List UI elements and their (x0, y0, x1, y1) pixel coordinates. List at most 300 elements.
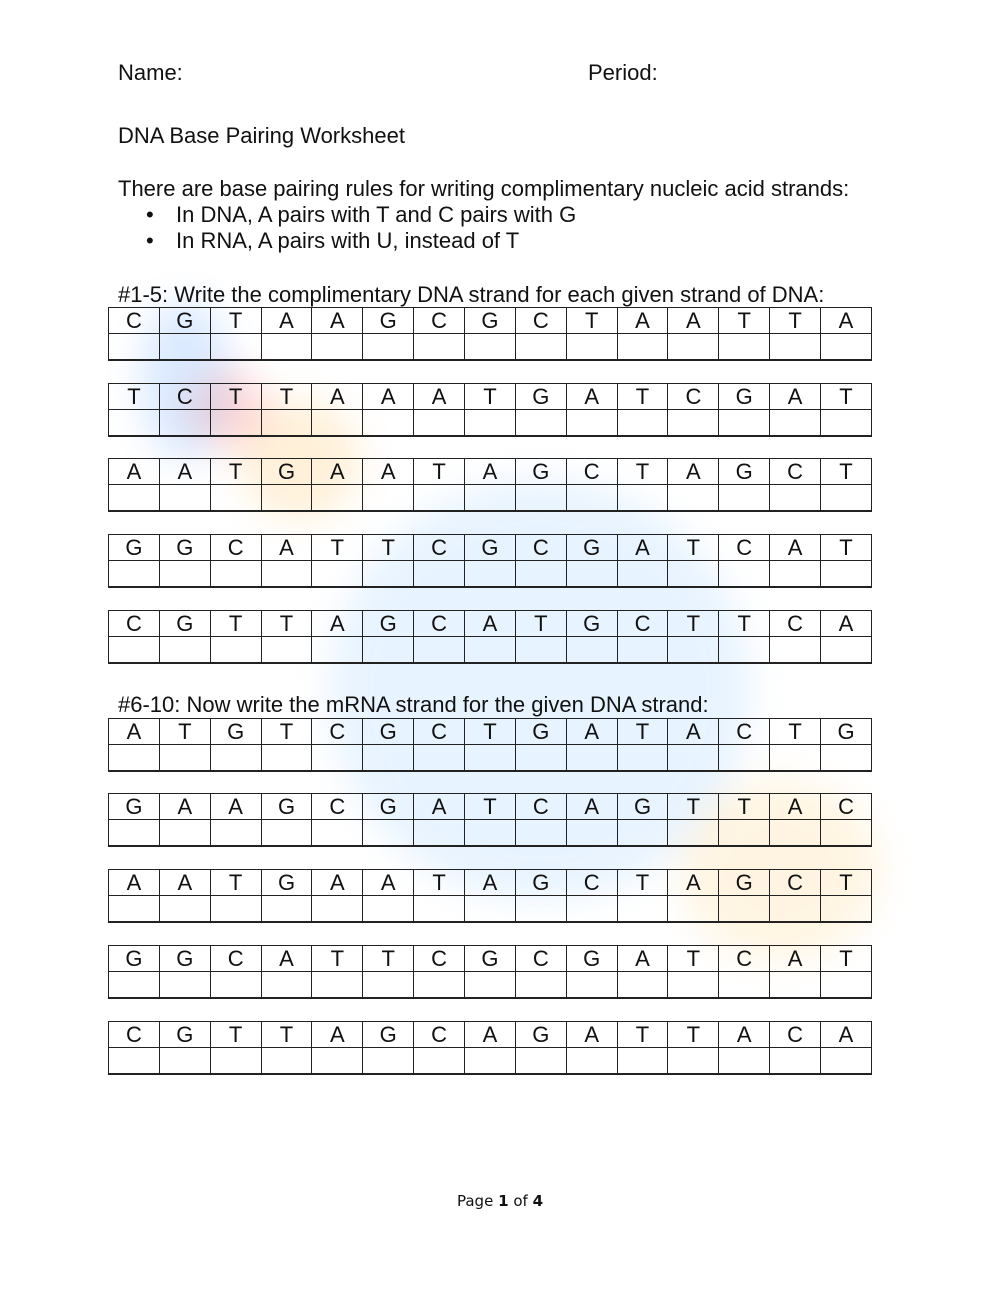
answer-cell[interactable] (821, 820, 872, 847)
answer-cell[interactable] (617, 637, 668, 664)
answer-cell[interactable] (821, 410, 872, 437)
base-cell: A (312, 384, 363, 410)
answer-cell[interactable] (617, 896, 668, 923)
answer-cell[interactable] (668, 485, 719, 512)
answer-cell[interactable] (719, 485, 770, 512)
bullet-icon: • (146, 202, 154, 227)
base-cell: T (210, 611, 261, 637)
base-cell: G (261, 870, 312, 896)
answer-cell[interactable] (210, 637, 261, 664)
base-cell: T (617, 459, 668, 485)
answer-cell[interactable] (515, 972, 566, 999)
base-cell: A (363, 384, 414, 410)
answer-cell[interactable] (465, 820, 516, 847)
answer-cell[interactable] (821, 637, 872, 664)
base-cell: T (261, 384, 312, 410)
answer-cell[interactable] (770, 896, 821, 923)
answer-row (109, 972, 872, 999)
answer-cell[interactable] (210, 334, 261, 361)
base-cell: G (566, 535, 617, 561)
base-cell: T (821, 535, 872, 561)
answer-cell[interactable] (566, 637, 617, 664)
answer-cell[interactable] (719, 637, 770, 664)
base-cell: C (414, 946, 465, 972)
answer-cell[interactable] (770, 334, 821, 361)
answer-row (109, 896, 872, 923)
answer-cell[interactable] (668, 410, 719, 437)
base-cell: G (566, 611, 617, 637)
answer-row (109, 745, 872, 772)
answer-cell[interactable] (261, 896, 312, 923)
answer-cell[interactable] (210, 561, 261, 588)
base-cell: A (668, 459, 719, 485)
answer-cell[interactable] (261, 1048, 312, 1075)
base-cell: C (414, 611, 465, 637)
answer-cell[interactable] (261, 820, 312, 847)
base-cell: A (312, 308, 363, 334)
answer-cell[interactable] (719, 1048, 770, 1075)
answer-cell[interactable] (719, 972, 770, 999)
base-cell: A (566, 1022, 617, 1048)
base-cell: A (109, 719, 160, 745)
answer-cell[interactable] (821, 896, 872, 923)
answer-cell[interactable] (515, 1048, 566, 1075)
answer-cell[interactable] (312, 820, 363, 847)
base-cell: C (210, 535, 261, 561)
base-cell: A (465, 459, 516, 485)
answer-cell[interactable] (159, 637, 210, 664)
answer-cell[interactable] (414, 410, 465, 437)
answer-cell[interactable] (109, 896, 160, 923)
base-cell: T (617, 1022, 668, 1048)
answer-cell[interactable] (312, 972, 363, 999)
base-cell: T (414, 459, 465, 485)
answer-cell[interactable] (515, 561, 566, 588)
base-cell: G (719, 459, 770, 485)
base-cell: G (719, 870, 770, 896)
answer-cell[interactable] (719, 820, 770, 847)
page-footer (0, 1192, 1000, 1210)
answer-cell[interactable] (312, 896, 363, 923)
answer-cell[interactable] (210, 896, 261, 923)
answer-cell[interactable] (465, 485, 516, 512)
answer-cell[interactable] (109, 410, 160, 437)
base-cell: G (465, 946, 516, 972)
answer-row (109, 820, 872, 847)
base-cell: C (109, 1022, 160, 1048)
base-cell: A (109, 870, 160, 896)
answer-cell[interactable] (414, 1048, 465, 1075)
base-cell: T (821, 459, 872, 485)
answer-cell[interactable] (210, 972, 261, 999)
answer-cell[interactable] (719, 745, 770, 772)
rules-list (146, 202, 576, 254)
answer-cell[interactable] (566, 485, 617, 512)
answer-cell[interactable] (363, 410, 414, 437)
strand-table (108, 307, 872, 361)
base-cell: A (617, 946, 668, 972)
rule-item (146, 228, 576, 254)
base-cell: A (159, 870, 210, 896)
answer-row (109, 485, 872, 512)
base-cell: T (821, 870, 872, 896)
base-cell: A (770, 384, 821, 410)
base-cell: G (719, 384, 770, 410)
answer-cell[interactable] (770, 972, 821, 999)
base-cell: C (109, 611, 160, 637)
answer-cell[interactable] (414, 820, 465, 847)
answer-cell[interactable] (312, 410, 363, 437)
answer-cell[interactable] (566, 410, 617, 437)
base-cell: G (363, 794, 414, 820)
answer-cell[interactable] (668, 637, 719, 664)
base-cell: T (312, 535, 363, 561)
base-cell: T (770, 308, 821, 334)
answer-cell[interactable] (719, 334, 770, 361)
base-cell: C (210, 946, 261, 972)
base-cell: C (719, 719, 770, 745)
answer-cell[interactable] (159, 896, 210, 923)
name-field[interactable] (190, 58, 570, 86)
answer-cell[interactable] (109, 334, 160, 361)
base-cell: A (770, 946, 821, 972)
base-cell: T (261, 1022, 312, 1048)
given-strand-row (109, 459, 872, 485)
answer-cell[interactable] (109, 820, 160, 847)
base-cell: A (210, 794, 261, 820)
answer-cell[interactable] (566, 561, 617, 588)
answer-cell[interactable] (770, 1048, 821, 1075)
answer-cell[interactable] (821, 334, 872, 361)
base-cell: G (515, 719, 566, 745)
answer-cell[interactable] (668, 561, 719, 588)
base-cell: C (515, 308, 566, 334)
answer-cell[interactable] (312, 745, 363, 772)
base-cell: C (617, 611, 668, 637)
answer-cell[interactable] (617, 972, 668, 999)
base-cell: A (821, 1022, 872, 1048)
base-cell: T (668, 611, 719, 637)
answer-cell[interactable] (770, 820, 821, 847)
answer-cell[interactable] (414, 334, 465, 361)
base-cell: A (312, 611, 363, 637)
page-word: Page (456, 1192, 494, 1210)
answer-cell[interactable] (821, 561, 872, 588)
answer-cell[interactable] (668, 1048, 719, 1075)
answer-row (109, 334, 872, 361)
answer-cell[interactable] (821, 972, 872, 999)
section1-instruction: #1-5: Write the complimentary DNA strand for each given strand of DNA: (118, 282, 825, 307)
answer-cell[interactable] (210, 820, 261, 847)
answer-row (109, 1048, 872, 1075)
base-cell: A (312, 1022, 363, 1048)
base-cell: A (465, 611, 516, 637)
answer-cell[interactable] (515, 334, 566, 361)
base-cell: T (312, 946, 363, 972)
answer-cell[interactable] (465, 972, 516, 999)
base-cell: T (719, 794, 770, 820)
answer-cell[interactable] (515, 745, 566, 772)
base-cell: A (617, 308, 668, 334)
base-cell: A (770, 535, 821, 561)
base-cell: T (363, 535, 414, 561)
answer-cell[interactable] (159, 485, 210, 512)
answer-cell[interactable] (515, 820, 566, 847)
answer-cell[interactable] (668, 896, 719, 923)
answer-cell[interactable] (515, 896, 566, 923)
base-cell: T (719, 308, 770, 334)
answer-cell[interactable] (668, 972, 719, 999)
rule-text: In DNA, A pairs with T and C pairs with G (176, 202, 577, 227)
answer-cell[interactable] (719, 410, 770, 437)
answer-cell[interactable] (515, 485, 566, 512)
answer-cell[interactable] (109, 561, 160, 588)
base-cell: T (515, 611, 566, 637)
answer-cell[interactable] (566, 820, 617, 847)
given-strand-row (109, 308, 872, 334)
base-cell: T (668, 946, 719, 972)
answer-cell[interactable] (414, 745, 465, 772)
base-cell: C (566, 870, 617, 896)
answer-cell[interactable] (566, 745, 617, 772)
answer-cell[interactable] (465, 561, 516, 588)
answer-cell[interactable] (109, 637, 160, 664)
base-cell: A (668, 870, 719, 896)
base-cell: A (465, 870, 516, 896)
answer-cell[interactable] (465, 1048, 516, 1075)
answer-cell[interactable] (109, 972, 160, 999)
base-cell: T (465, 794, 516, 820)
base-cell: T (109, 384, 160, 410)
answer-cell[interactable] (159, 820, 210, 847)
answer-cell[interactable] (159, 410, 210, 437)
base-cell: A (821, 308, 872, 334)
base-cell: A (261, 308, 312, 334)
answer-cell[interactable] (566, 334, 617, 361)
answer-cell[interactable] (770, 561, 821, 588)
answer-cell[interactable] (770, 637, 821, 664)
answer-cell[interactable] (617, 334, 668, 361)
base-cell: G (566, 946, 617, 972)
answer-cell[interactable] (210, 745, 261, 772)
base-cell: T (668, 535, 719, 561)
answer-cell[interactable] (261, 410, 312, 437)
answer-cell[interactable] (566, 972, 617, 999)
base-cell: G (363, 719, 414, 745)
base-cell: C (109, 308, 160, 334)
base-cell: A (719, 1022, 770, 1048)
base-cell: C (312, 719, 363, 745)
base-cell: A (465, 1022, 516, 1048)
base-cell: G (465, 308, 516, 334)
base-cell: G (109, 946, 160, 972)
answer-cell[interactable] (261, 637, 312, 664)
base-cell: T (210, 1022, 261, 1048)
base-cell: A (617, 535, 668, 561)
answer-cell[interactable] (159, 334, 210, 361)
answer-cell[interactable] (312, 637, 363, 664)
answer-cell[interactable] (821, 1048, 872, 1075)
period-label: Period: (588, 60, 658, 85)
answer-cell[interactable] (261, 561, 312, 588)
strand-table (108, 793, 872, 847)
section2-instruction: #6-10: Now write the mRNA strand for the given DNA strand: (118, 692, 709, 717)
answer-cell[interactable] (414, 561, 465, 588)
answer-cell[interactable] (363, 561, 414, 588)
base-cell: T (821, 946, 872, 972)
answer-cell[interactable] (465, 637, 516, 664)
base-cell: A (668, 308, 719, 334)
base-cell: A (566, 719, 617, 745)
answer-cell[interactable] (261, 485, 312, 512)
answer-cell[interactable] (566, 1048, 617, 1075)
base-cell: T (159, 719, 210, 745)
strand-table (108, 610, 872, 664)
answer-cell[interactable] (312, 561, 363, 588)
answer-cell[interactable] (515, 410, 566, 437)
answer-cell[interactable] (363, 637, 414, 664)
answer-cell[interactable] (821, 745, 872, 772)
answer-cell[interactable] (719, 561, 770, 588)
answer-cell[interactable] (210, 410, 261, 437)
answer-cell[interactable] (617, 485, 668, 512)
name-label: Name: (118, 60, 183, 85)
answer-cell[interactable] (414, 485, 465, 512)
base-cell: C (515, 535, 566, 561)
answer-cell[interactable] (261, 745, 312, 772)
answer-cell[interactable] (719, 896, 770, 923)
base-cell: C (770, 459, 821, 485)
base-cell: A (363, 870, 414, 896)
given-strand-row (109, 946, 872, 972)
base-cell: A (414, 794, 465, 820)
base-cell: T (261, 611, 312, 637)
base-cell: C (515, 794, 566, 820)
answer-cell[interactable] (363, 334, 414, 361)
answer-cell[interactable] (261, 334, 312, 361)
answer-cell[interactable] (668, 334, 719, 361)
base-cell: G (363, 308, 414, 334)
strand-table (108, 458, 872, 512)
base-cell: G (109, 794, 160, 820)
rule-item (146, 202, 576, 228)
base-cell: A (109, 459, 160, 485)
answer-cell[interactable] (617, 561, 668, 588)
base-cell: G (821, 719, 872, 745)
base-cell: T (465, 384, 516, 410)
answer-cell[interactable] (159, 1048, 210, 1075)
answer-row (109, 561, 872, 588)
answer-cell[interactable] (821, 485, 872, 512)
strand-table (108, 534, 872, 588)
answer-cell[interactable] (363, 1048, 414, 1075)
answer-cell[interactable] (109, 745, 160, 772)
answer-cell[interactable] (617, 410, 668, 437)
base-cell: G (210, 719, 261, 745)
answer-cell[interactable] (465, 334, 516, 361)
answer-row (109, 410, 872, 437)
answer-cell[interactable] (770, 485, 821, 512)
base-cell: T (566, 308, 617, 334)
answer-cell[interactable] (414, 896, 465, 923)
base-cell: C (312, 794, 363, 820)
answer-cell[interactable] (312, 1048, 363, 1075)
answer-cell[interactable] (363, 820, 414, 847)
base-cell: C (414, 535, 465, 561)
base-cell: G (159, 946, 210, 972)
answer-cell[interactable] (617, 820, 668, 847)
answer-cell[interactable] (109, 485, 160, 512)
given-strand-row (109, 870, 872, 896)
answer-cell[interactable] (668, 820, 719, 847)
strand-table (108, 383, 872, 437)
answer-cell[interactable] (159, 745, 210, 772)
answer-cell[interactable] (363, 972, 414, 999)
answer-cell[interactable] (363, 485, 414, 512)
answer-cell[interactable] (414, 637, 465, 664)
answer-cell[interactable] (770, 745, 821, 772)
base-cell: C (719, 535, 770, 561)
base-cell: A (668, 719, 719, 745)
base-cell: A (363, 459, 414, 485)
current-page: 1 (498, 1192, 509, 1210)
answer-cell[interactable] (312, 334, 363, 361)
base-cell: G (515, 384, 566, 410)
base-cell: G (515, 870, 566, 896)
answer-cell[interactable] (159, 972, 210, 999)
base-cell: G (159, 1022, 210, 1048)
answer-cell[interactable] (210, 485, 261, 512)
answer-cell[interactable] (465, 896, 516, 923)
base-cell: T (821, 384, 872, 410)
answer-cell[interactable] (465, 745, 516, 772)
answer-cell[interactable] (109, 1048, 160, 1075)
base-cell: C (414, 719, 465, 745)
base-cell: C (719, 946, 770, 972)
base-cell: T (668, 794, 719, 820)
base-cell: A (312, 870, 363, 896)
base-cell: A (821, 611, 872, 637)
base-cell: C (668, 384, 719, 410)
base-cell: C (770, 611, 821, 637)
total-pages: 4 (532, 1192, 543, 1210)
base-cell: T (719, 611, 770, 637)
answer-cell[interactable] (617, 1048, 668, 1075)
answer-cell[interactable] (159, 561, 210, 588)
answer-cell[interactable] (668, 745, 719, 772)
answer-cell[interactable] (261, 972, 312, 999)
answer-cell[interactable] (363, 745, 414, 772)
strand-table (108, 718, 872, 772)
answer-cell[interactable] (617, 745, 668, 772)
answer-cell[interactable] (515, 637, 566, 664)
given-strand-row (109, 719, 872, 745)
answer-cell[interactable] (363, 896, 414, 923)
base-cell: C (566, 459, 617, 485)
answer-cell[interactable] (414, 972, 465, 999)
rule-text: In RNA, A pairs with U, instead of T (176, 228, 520, 253)
base-cell: C (515, 946, 566, 972)
answer-cell[interactable] (465, 410, 516, 437)
base-cell: T (210, 870, 261, 896)
bullet-icon: • (146, 228, 154, 253)
strand-table (108, 1021, 872, 1075)
period-field[interactable] (665, 58, 865, 86)
answer-cell[interactable] (210, 1048, 261, 1075)
answer-cell[interactable] (770, 410, 821, 437)
answer-cell[interactable] (312, 485, 363, 512)
answer-cell[interactable] (566, 896, 617, 923)
